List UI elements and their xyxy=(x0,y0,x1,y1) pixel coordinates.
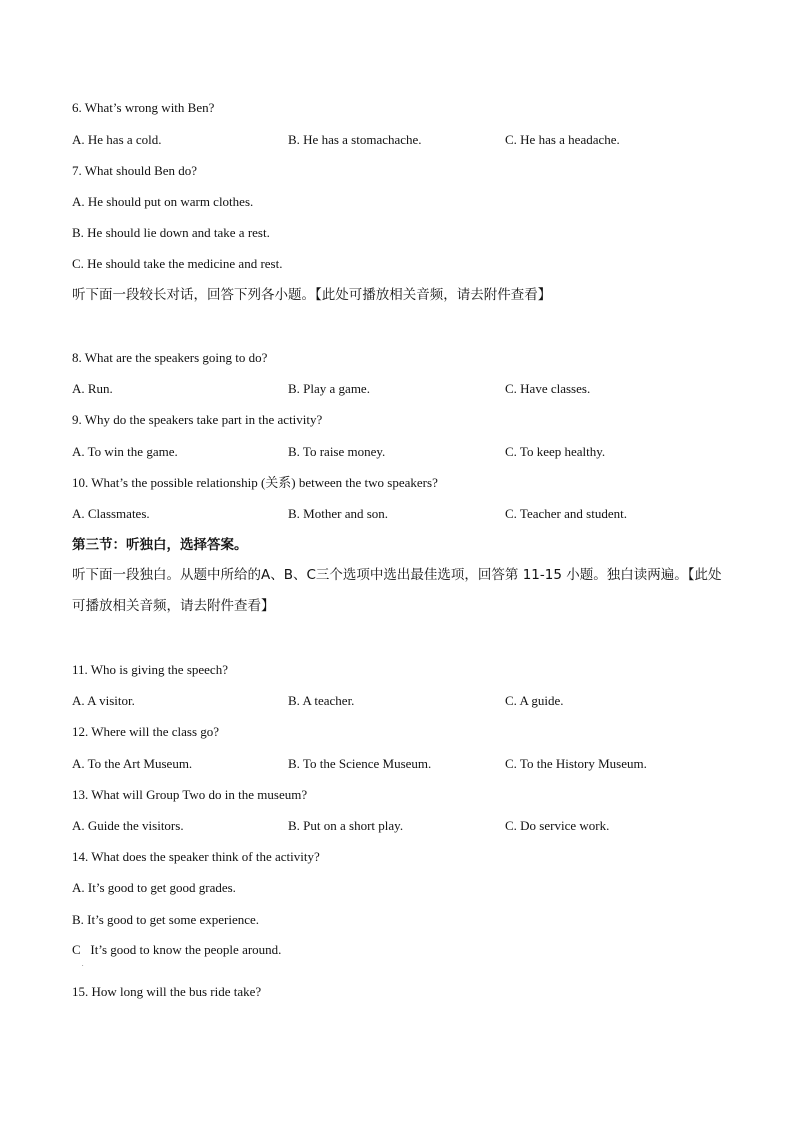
options-q6 xyxy=(72,132,732,148)
options-q10 xyxy=(72,506,732,522)
option-c: C. He should take the medicine and rest. xyxy=(72,256,283,271)
instruction-long-dialogue: 听下面一段较长对话，回答下列各小题。【此处可播放相关音频，请去附件查看】 xyxy=(72,287,552,303)
question-12: 12. Where will the class go? xyxy=(72,724,220,739)
option-b: B. It’s good to get some experience. xyxy=(72,912,260,927)
option-b: B. To raise money. xyxy=(288,444,386,459)
option-b: B. He should lie down and take a rest. xyxy=(72,225,270,240)
section3-title: 第三节：听独白，选择答案。 xyxy=(72,537,248,553)
option-b: B. Put on a short play. xyxy=(288,818,404,833)
options-q8 xyxy=(72,381,732,397)
option-a: A. To the Art Museum. xyxy=(72,756,193,771)
option-c: C. To keep healthy. xyxy=(505,444,606,459)
options-q12 xyxy=(72,756,732,772)
option-a: A. A visitor. xyxy=(72,693,135,708)
option-a: A. It’s good to get good grades. xyxy=(72,880,236,895)
stray-mark: . xyxy=(82,962,84,968)
question-13: 13. What will Group Two do in the museum? xyxy=(72,787,308,802)
question-9: 9. Why do the speakers take part in the activity? xyxy=(72,412,323,427)
option-c: C. Do service work. xyxy=(505,818,610,833)
option-a: A. Guide the visitors. xyxy=(72,818,184,833)
option-a: A. To win the game. xyxy=(72,444,178,459)
options-q11 xyxy=(72,693,732,709)
option-b: B. Mother and son. xyxy=(288,506,389,521)
option-b: B. To the Science Museum. xyxy=(288,756,432,771)
option-c: C It’s good to know the people around. xyxy=(72,942,282,957)
question-14: 14. What does the speaker think of the activity? xyxy=(72,849,320,864)
question-7: 7. What should Ben do? xyxy=(72,163,198,178)
option-c: C. Have classes. xyxy=(505,381,591,396)
question-6: 6. What’s wrong with Ben? xyxy=(72,100,215,115)
options-q13 xyxy=(72,818,732,834)
option-a: A. He has a cold. xyxy=(72,132,162,147)
option-b: B. Play a game. xyxy=(288,381,370,396)
option-b: B. He has a stomachache. xyxy=(288,132,422,147)
option-a: A. Run. xyxy=(72,381,113,396)
option-c: C. A guide. xyxy=(505,693,564,708)
options-q9 xyxy=(72,444,732,460)
question-8: 8. What are the speakers going to do? xyxy=(72,350,268,365)
question-10: 10. What’s the possible relationship (关系) between the two speakers? xyxy=(72,475,438,490)
question-11: 11. Who is giving the speech? xyxy=(72,662,228,677)
section3-instruction: 听下面一段独白。从题中所给的A、B、C三个选项中选出最佳选项，回答第 11-15 小题。独白读两遍。【此处可播放相关音频，请去附件查看】 xyxy=(72,567,722,614)
option-a: A. He should put on warm clothes. xyxy=(72,194,254,209)
option-c: C. To the History Museum. xyxy=(505,756,647,771)
option-b: B. A teacher. xyxy=(288,693,355,708)
option-a: A. Classmates. xyxy=(72,506,150,521)
option-c: C. He has a headache. xyxy=(505,132,620,147)
option-c: C. Teacher and student. xyxy=(505,506,627,521)
question-15: 15. How long will the bus ride take? xyxy=(72,984,262,999)
